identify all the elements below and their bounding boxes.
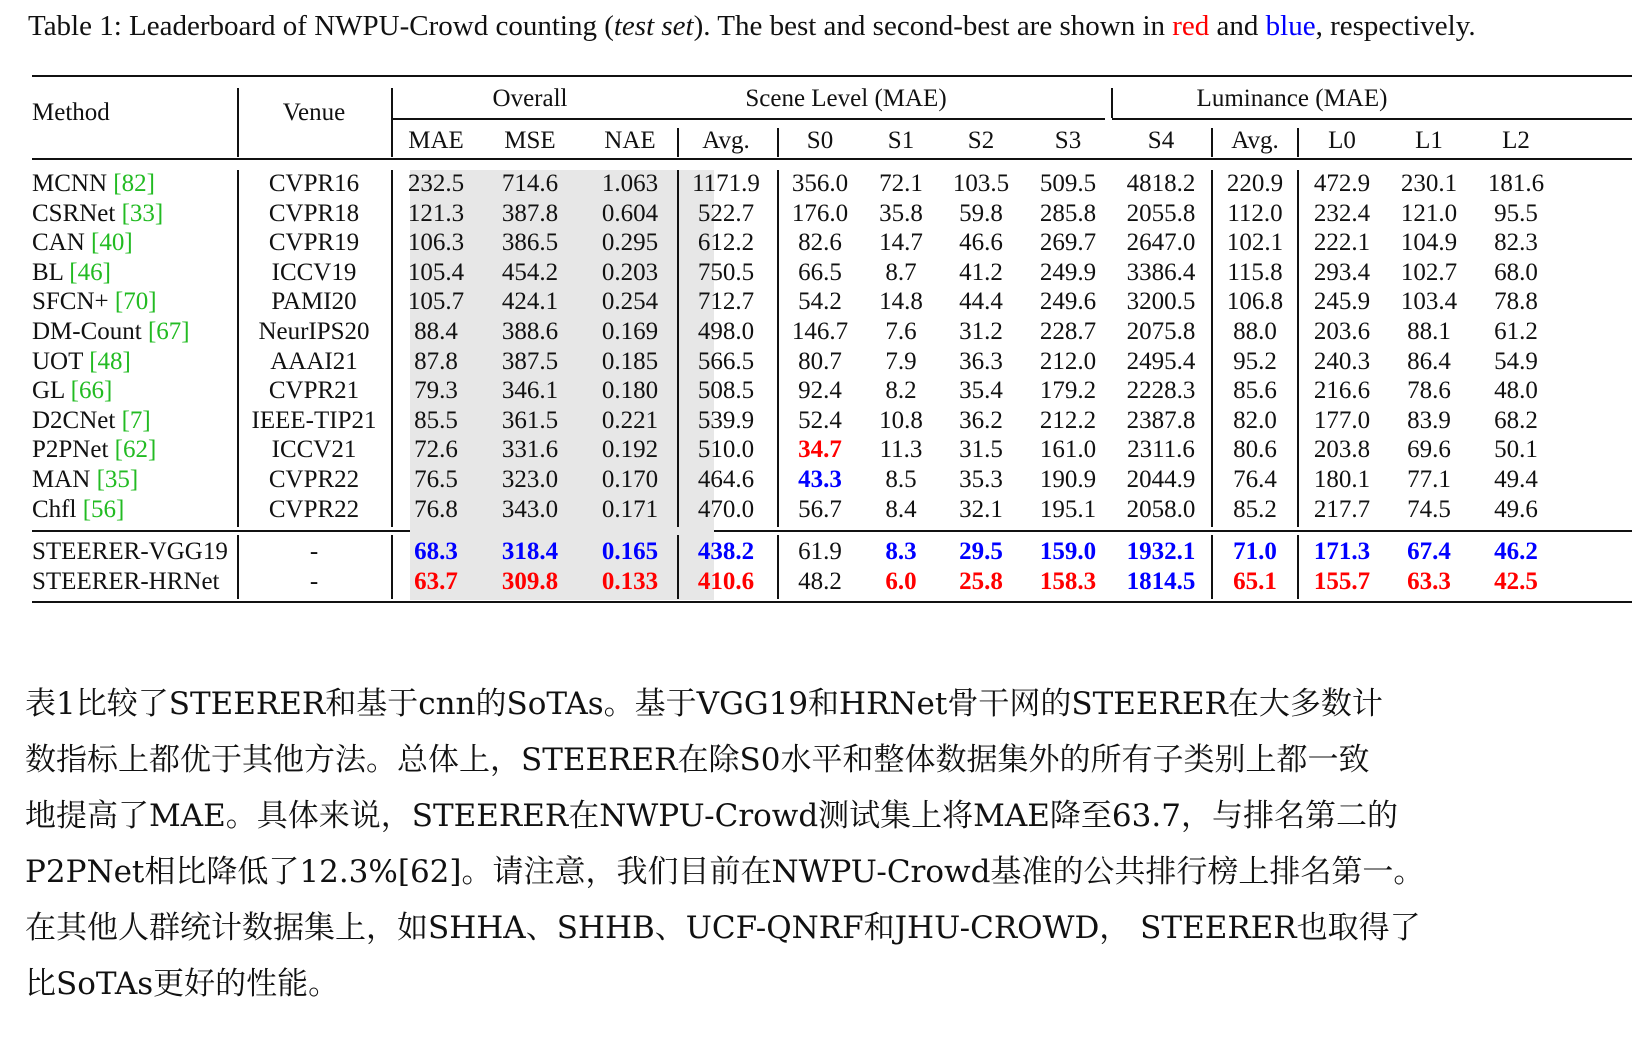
metric-cell: 46.6: [959, 229, 1003, 257]
metric-cell: 331.6: [501, 436, 559, 464]
metric-cell: 387.5: [501, 347, 559, 375]
paragraph-line: 表1比较了STEERER和基于cnn的SoTAs。基于VGG19和HRNet骨干网的STEERER在大多数计: [25, 686, 1383, 722]
metric-cell: 67.4: [1407, 538, 1451, 565]
metric-cell: 61.9: [798, 538, 842, 565]
metric-cell: 66.5: [798, 258, 842, 286]
header-group-scene: Scene Level (MAE): [745, 85, 947, 112]
metric-cell: 472.9: [1313, 170, 1371, 197]
venue-cell: CVPR19: [268, 229, 360, 257]
metric-cell: 356.0: [791, 170, 849, 197]
metric-cell: 386.5: [501, 229, 559, 257]
table-caption: [28, 6, 1628, 46]
metric-cell: 410.6: [697, 568, 755, 595]
method-name: [32, 347, 131, 377]
metric-cell: 85.6: [1233, 377, 1277, 405]
metric-cell: 103.5: [952, 170, 1010, 197]
metric-cell: 77.1: [1407, 466, 1451, 493]
metric-cell: 0.133: [601, 568, 659, 595]
column-divider: [391, 88, 393, 157]
citation-link[interactable]: [82]: [113, 170, 155, 197]
venue-cell: CVPR22: [268, 466, 360, 493]
column-divider: [777, 128, 779, 157]
metric-cell: 6.0: [885, 568, 917, 595]
metric-cell: 387.8: [501, 199, 559, 227]
header-col-l0: L0: [1328, 127, 1356, 154]
metric-cell: 0.254: [601, 288, 659, 316]
metric-cell: 2228.3: [1126, 377, 1196, 405]
venue-cell: -: [309, 538, 319, 565]
metric-cell: 80.6: [1233, 436, 1277, 464]
metric-cell: 95.2: [1233, 347, 1277, 375]
citation-link[interactable]: [66]: [70, 377, 113, 405]
metric-cell: 0.185: [601, 347, 659, 375]
method-name: [32, 537, 228, 567]
metric-cell: 25.8: [959, 568, 1003, 595]
metric-cell: 112.0: [1227, 199, 1283, 227]
metric-cell: 249.6: [1039, 288, 1097, 316]
metric-cell: 71.0: [1233, 538, 1277, 565]
citation-link[interactable]: [40]: [91, 229, 133, 257]
metric-cell: 7.6: [885, 318, 917, 345]
metric-cell: 3386.4: [1126, 258, 1196, 286]
column-divider: [391, 170, 393, 527]
method-label: D2CNet: [32, 406, 122, 434]
citation-link[interactable]: [7]: [121, 406, 151, 434]
metric-cell: 29.5: [959, 538, 1003, 565]
metric-cell: 179.2: [1039, 377, 1097, 405]
metric-cell: 8.4: [885, 495, 917, 523]
metric-cell: 146.7: [791, 318, 849, 345]
metric-cell: 42.5: [1494, 568, 1538, 595]
caption-suffix: , respectively.: [1315, 10, 1476, 42]
metric-cell: 46.2: [1494, 538, 1538, 565]
metric-cell: 83.9: [1407, 406, 1451, 434]
table-top-rule: [32, 75, 1632, 77]
metric-cell: 105.4: [407, 258, 465, 286]
metric-cell: 2075.8: [1126, 318, 1196, 345]
metric-cell: 74.5: [1407, 495, 1451, 523]
metric-cell: 498.0: [697, 318, 755, 345]
caption-middle: ). The best and second-best are shown in: [693, 10, 1173, 42]
metric-cell: 10.8: [879, 406, 923, 434]
metric-cell: 88.1: [1407, 318, 1451, 345]
metric-cell: 222.1: [1313, 229, 1371, 257]
metric-cell: 217.7: [1313, 495, 1371, 523]
column-divider: [1297, 535, 1299, 599]
method-label: Chfl: [32, 495, 83, 523]
metric-cell: 79.3: [414, 377, 458, 405]
metric-cell: 0.604: [601, 199, 659, 227]
metric-cell: 102.7: [1400, 258, 1458, 286]
method-name: [32, 376, 112, 406]
metric-cell: 343.0: [501, 495, 559, 523]
body-paragraph: [25, 676, 1625, 1012]
metric-cell: 1171.9: [692, 170, 760, 197]
column-divider: [777, 535, 779, 599]
header-method: Method: [32, 99, 110, 126]
metric-cell: 63.3: [1407, 568, 1451, 595]
method-name: [32, 228, 133, 258]
metric-cell: 750.5: [697, 258, 755, 286]
citation-link[interactable]: [56]: [82, 495, 125, 523]
paragraph-line: 地提高了MAE。具体来说，STEERER在NWPU-Crowd测试集上将MAE降至63.7，与排名第二的: [25, 798, 1398, 834]
method-label: DM-Count: [32, 318, 148, 345]
metric-cell: 32.1: [959, 495, 1003, 523]
method-name: [32, 495, 124, 525]
column-divider: [237, 88, 239, 157]
metric-cell: 68.3: [414, 538, 458, 565]
metric-cell: 88.4: [414, 318, 458, 345]
method-label: MCNN: [32, 170, 114, 197]
metric-cell: 323.0: [501, 466, 559, 493]
metric-cell: 1932.1: [1126, 538, 1196, 565]
metric-cell: 464.6: [697, 466, 755, 493]
column-divider: [777, 170, 779, 527]
metric-cell: 87.8: [414, 347, 458, 375]
caption-italic: test set: [613, 10, 694, 42]
column-divider: [391, 535, 393, 599]
metric-cell: 36.2: [959, 406, 1003, 434]
metric-cell: 80.7: [798, 347, 842, 375]
caption-prefix: Table 1: Leaderboard of NWPU-Crowd counting (: [28, 10, 614, 42]
header-col-nae: NAE: [604, 127, 656, 154]
caption-and: and: [1209, 10, 1266, 42]
method-label: UOT: [32, 347, 90, 375]
citation-link[interactable]: [48]: [89, 347, 131, 375]
metric-cell: 0.295: [601, 229, 659, 257]
column-divider: [1297, 170, 1299, 527]
metric-cell: 0.221: [601, 406, 659, 434]
metric-cell: 121.3: [407, 199, 465, 227]
metric-cell: 712.7: [697, 288, 755, 316]
metric-cell: 86.4: [1407, 347, 1451, 375]
table-mid-rule: [32, 530, 1632, 532]
header-group-overall: Overall: [492, 85, 568, 112]
metric-cell: 41.2: [959, 258, 1003, 286]
metric-cell: 78.6: [1407, 377, 1451, 405]
metric-cell: 454.2: [501, 258, 559, 286]
metric-cell: 68.0: [1494, 258, 1538, 286]
metric-cell: 0.171: [601, 495, 659, 523]
metric-cell: 388.6: [501, 318, 559, 345]
venue-cell: ICCV21: [271, 436, 357, 464]
overall-underline: [391, 118, 1105, 120]
metric-cell: 106.8: [1226, 288, 1284, 316]
metric-cell: 52.4: [798, 406, 842, 434]
metric-cell: 0.165: [601, 538, 659, 565]
metric-cell: 35.8: [879, 199, 923, 227]
metric-cell: 4818.2: [1126, 170, 1196, 197]
metric-cell: 293.4: [1313, 258, 1371, 286]
paragraph-line: 在其他人群统计数据集上，如SHHA、SHHB、UCF-QNRF和JHU-CROWD， STEERER也取得了: [25, 910, 1421, 946]
metric-cell: 2647.0: [1126, 229, 1196, 257]
metric-cell: 54.2: [798, 288, 842, 316]
metric-cell: 59.8: [959, 199, 1003, 227]
metric-cell: 8.7: [885, 258, 917, 286]
metric-cell: 68.2: [1494, 406, 1538, 434]
metric-cell: 230.1: [1400, 170, 1458, 197]
metric-cell: 1.063: [601, 170, 659, 197]
metric-cell: 318.4: [501, 538, 559, 565]
venue-cell: CVPR21: [268, 377, 360, 405]
metric-cell: 85.2: [1233, 495, 1277, 523]
header-col-s0: S0: [806, 127, 834, 154]
metric-cell: 49.4: [1494, 466, 1538, 493]
metric-cell: 11.3: [879, 436, 923, 464]
metric-cell: 43.3: [798, 466, 842, 493]
header-col-mae: MAE: [408, 127, 464, 154]
method-label: P2PNet: [32, 436, 115, 464]
metric-cell: 14.7: [879, 229, 923, 257]
metric-cell: 7.9: [885, 347, 917, 375]
metric-cell: 195.1: [1039, 495, 1097, 523]
metric-cell: 102.1: [1226, 229, 1284, 257]
column-divider: [1297, 128, 1299, 157]
metric-cell: 85.5: [414, 406, 458, 434]
method-name: [32, 169, 155, 199]
header-col-l2: L2: [1502, 127, 1530, 154]
metric-cell: 161.0: [1039, 436, 1097, 464]
metric-cell: 309.8: [501, 568, 559, 595]
method-name: [32, 287, 157, 317]
venue-cell: AAAI21: [270, 347, 358, 375]
venue-cell: CVPR16: [268, 170, 360, 197]
metric-cell: 95.5: [1494, 199, 1538, 227]
metric-cell: 159.0: [1039, 538, 1097, 565]
venue-cell: IEEE-TIP21: [251, 406, 377, 434]
method-name: [32, 567, 220, 597]
metric-cell: 424.1: [501, 288, 559, 316]
citation-link[interactable]: [62]: [114, 436, 157, 464]
metric-cell: 92.4: [798, 377, 842, 405]
metric-cell: 220.9: [1226, 170, 1284, 197]
column-divider: [237, 535, 239, 599]
metric-cell: 470.0: [697, 495, 755, 523]
venue-cell: ICCV19: [271, 258, 357, 286]
metric-cell: 2311.6: [1127, 436, 1195, 464]
citation-link[interactable]: [46]: [69, 258, 111, 286]
metric-cell: 31.5: [959, 436, 1003, 464]
metric-cell: 180.1: [1313, 466, 1371, 493]
metric-cell: 509.5: [1039, 170, 1097, 197]
metric-cell: 36.3: [959, 347, 1003, 375]
method-label: GL: [32, 377, 71, 405]
metric-cell: 88.0: [1233, 318, 1277, 345]
paragraph-line: P2PNet相比降低了12.3%[62]。请注意，我们目前在NWPU-Crowd基准的公共排行榜上排名第一。: [25, 854, 1425, 890]
metric-cell: 115.8: [1227, 258, 1283, 286]
metric-cell: 48.2: [798, 568, 842, 595]
metric-cell: 203.8: [1313, 436, 1371, 464]
metric-cell: 44.4: [959, 288, 1003, 316]
metric-cell: 346.1: [501, 377, 559, 405]
metric-cell: 285.8: [1039, 199, 1097, 227]
metric-cell: 539.9: [697, 406, 755, 434]
header-col-l1: L1: [1415, 127, 1443, 154]
method-name: [32, 258, 111, 288]
venue-cell: PAMI20: [271, 288, 357, 316]
method-label: STEERER-VGG19: [32, 538, 228, 565]
metric-cell: 232.4: [1313, 199, 1371, 227]
metric-cell: 510.0: [697, 436, 755, 464]
metric-cell: 361.5: [501, 406, 559, 434]
citation-link[interactable]: [70]: [114, 288, 157, 316]
table-header-rule: [32, 158, 1632, 160]
metric-cell: 65.1: [1233, 568, 1277, 595]
column-divider: [1211, 170, 1213, 527]
header-col-s4: S4: [1147, 127, 1175, 154]
citation-link[interactable]: [35]: [96, 466, 139, 493]
metric-cell: 8.2: [885, 377, 917, 405]
metric-cell: 61.2: [1494, 318, 1538, 345]
citation-link[interactable]: [33]: [121, 199, 164, 227]
metric-cell: 35.4: [959, 377, 1003, 405]
metric-cell: 82.6: [798, 229, 842, 257]
citation-link[interactable]: [67]: [147, 318, 190, 345]
metric-cell: 31.2: [959, 318, 1003, 345]
method-name: [32, 406, 151, 436]
table-bottom-rule: [32, 601, 1632, 603]
metric-cell: 714.6: [501, 170, 559, 197]
metric-cell: 228.7: [1039, 318, 1097, 345]
column-divider: [1111, 88, 1113, 118]
header-col-s2: S2: [967, 127, 995, 154]
metric-cell: 56.7: [798, 495, 842, 523]
column-divider: [1211, 128, 1213, 157]
metric-cell: 72.1: [879, 170, 923, 197]
column-divider: [237, 170, 239, 527]
column-divider: [1211, 535, 1213, 599]
metric-cell: 78.8: [1494, 288, 1538, 316]
metric-cell: 104.9: [1400, 229, 1458, 257]
metric-cell: 171.3: [1313, 538, 1371, 565]
metric-cell: 181.6: [1487, 170, 1545, 197]
metric-cell: 1814.5: [1126, 568, 1196, 595]
metric-cell: 8.3: [885, 538, 917, 565]
metric-cell: 176.0: [791, 199, 849, 227]
metric-cell: 249.9: [1039, 258, 1097, 286]
metric-cell: 106.3: [407, 229, 465, 257]
method-label: STEERER-HRNet: [32, 568, 220, 595]
metric-cell: 612.2: [697, 229, 755, 257]
header-col-s3: S3: [1054, 127, 1082, 154]
metric-cell: 566.5: [697, 347, 755, 375]
method-label: CSRNet: [32, 199, 122, 227]
metric-cell: 48.0: [1494, 377, 1538, 405]
header-col-s1: S1: [887, 127, 915, 154]
metric-cell: 54.9: [1494, 347, 1538, 375]
metric-cell: 2055.8: [1126, 199, 1196, 227]
metric-cell: 0.169: [601, 318, 659, 345]
metric-cell: 240.3: [1313, 347, 1371, 375]
metric-cell: 76.4: [1233, 466, 1277, 493]
metric-cell: 50.1: [1494, 436, 1538, 464]
metric-cell: 82.3: [1494, 229, 1538, 257]
metric-cell: 63.7: [414, 568, 458, 595]
luminance-underline: [1112, 118, 1632, 120]
metric-cell: 105.7: [407, 288, 465, 316]
metric-cell: 158.3: [1039, 568, 1097, 595]
metric-cell: 2495.4: [1126, 347, 1196, 375]
metric-cell: 72.6: [414, 436, 458, 464]
metric-cell: 508.5: [697, 377, 755, 405]
method-name: [32, 435, 156, 465]
method-label: BL: [32, 258, 70, 286]
header-col-avg: Avg.: [1231, 127, 1279, 154]
venue-cell: NeurIPS20: [258, 318, 370, 345]
metric-cell: 212.0: [1039, 347, 1097, 375]
metric-cell: 34.7: [798, 436, 842, 464]
metric-cell: 2058.0: [1126, 495, 1196, 523]
method-name: [32, 465, 138, 495]
metric-cell: 232.5: [407, 170, 465, 197]
metric-cell: 14.8: [879, 288, 923, 316]
metric-cell: 76.8: [414, 495, 458, 523]
venue-cell: CVPR22: [268, 495, 360, 523]
header-venue: Venue: [282, 99, 346, 126]
column-divider: [677, 535, 679, 599]
metric-cell: 35.3: [959, 466, 1003, 493]
venue-cell: -: [309, 568, 319, 595]
metric-cell: 121.0: [1400, 199, 1458, 227]
header-col-mse: MSE: [504, 127, 556, 154]
metric-cell: 216.6: [1313, 377, 1371, 405]
metric-cell: 190.9: [1039, 466, 1097, 493]
metric-cell: 82.0: [1233, 406, 1277, 434]
method-label: MAN: [32, 466, 97, 493]
paragraph-line: 比SoTAs更好的性能。: [25, 966, 340, 1002]
metric-cell: 203.6: [1313, 318, 1371, 345]
metric-cell: 0.203: [601, 258, 659, 286]
metric-cell: 245.9: [1313, 288, 1371, 316]
metric-cell: 49.6: [1494, 495, 1538, 523]
metric-cell: 3200.5: [1126, 288, 1196, 316]
metric-cell: 69.6: [1407, 436, 1451, 464]
metric-cell: 0.180: [601, 377, 659, 405]
paragraph-line: 数指标上都优于其他方法。总体上，STEERER在除S0水平和整体数据集外的所有子类别上都一致: [25, 742, 1370, 778]
metric-cell: 269.7: [1039, 229, 1097, 257]
caption-red-word: red: [1172, 10, 1210, 42]
metric-cell: 76.5: [414, 466, 458, 493]
caption-blue-word: blue: [1265, 10, 1316, 42]
method-label: SFCN+: [32, 288, 115, 316]
method-name: [32, 317, 190, 347]
metric-cell: 2044.9: [1126, 466, 1196, 493]
metric-cell: 438.2: [697, 538, 755, 565]
header-group-luminance: Luminance (MAE): [1196, 85, 1388, 112]
metric-cell: 0.170: [601, 466, 659, 493]
metric-cell: 2387.8: [1126, 406, 1196, 434]
metric-cell: 177.0: [1313, 406, 1371, 434]
metric-cell: 8.5: [885, 466, 917, 493]
metric-cell: 212.2: [1039, 406, 1097, 434]
metric-cell: 155.7: [1313, 568, 1371, 595]
header-col-avg: Avg.: [702, 127, 750, 154]
metric-cell: 522.7: [697, 199, 755, 227]
metric-cell: 103.4: [1400, 288, 1458, 316]
metric-cell: 0.192: [601, 436, 659, 464]
column-divider: [677, 170, 679, 527]
method-label: CAN: [32, 229, 92, 257]
column-divider: [677, 128, 679, 157]
method-name: [32, 199, 163, 229]
venue-cell: CVPR18: [268, 199, 360, 227]
